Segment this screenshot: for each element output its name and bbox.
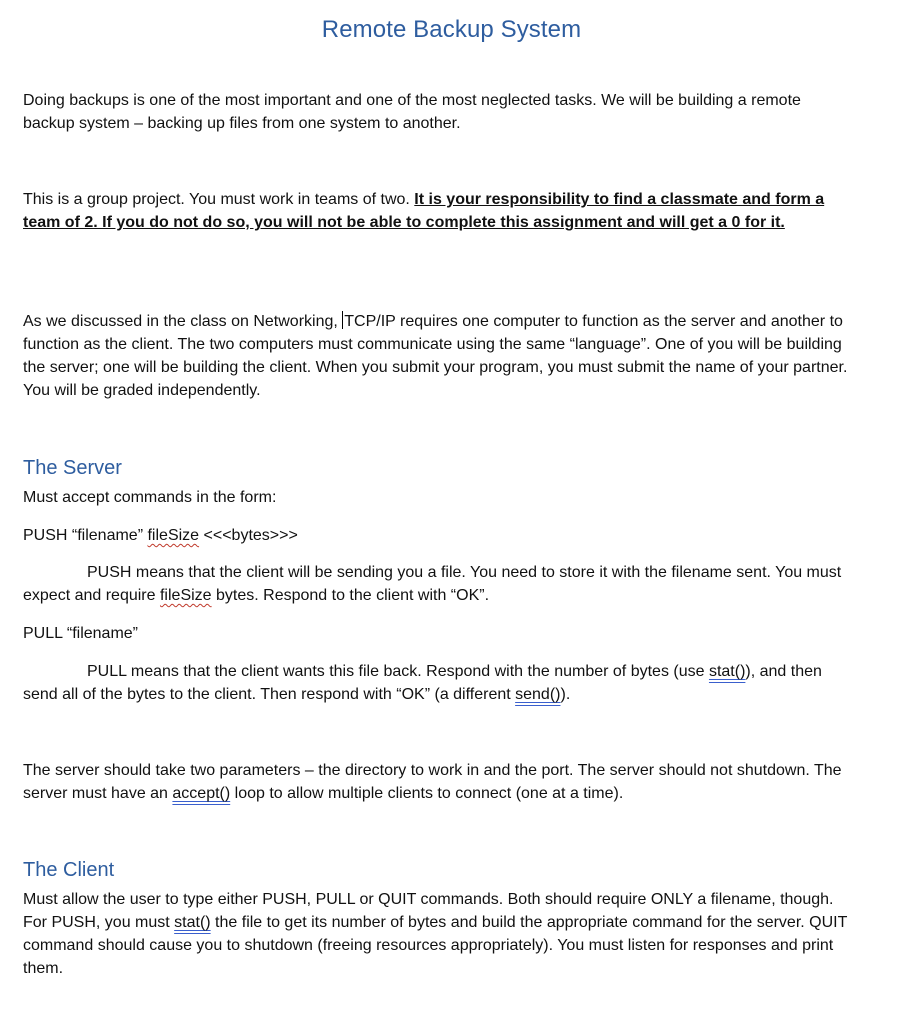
group-paragraph [23, 188, 853, 234]
client-paragraph [23, 888, 853, 980]
grammar-flag-accept[interactable]: accept() [172, 785, 231, 802]
server-params-paragraph [23, 759, 853, 805]
grammar-flag-stat[interactable]: stat() [708, 663, 746, 680]
push-command-line [23, 524, 853, 547]
server-params-b: loop to allow multiple clients to connect (one at a time). [230, 785, 624, 802]
grammar-flag-stat-2[interactable]: stat() [174, 914, 211, 931]
push-command-b: <<<bytes>>> [199, 527, 298, 544]
grammar-flag-send[interactable]: send() [515, 686, 561, 703]
pull-desc-a: PULL means that the client wants this file back. Respond with the number of bytes (use [87, 663, 709, 680]
client-heading: The Client [23, 859, 115, 881]
spelling-flag-filesize-2[interactable]: fileSize [159, 587, 212, 604]
push-desc-a: PUSH means that the client will be sending you a file. You need to store it with the filename sent. You must expect and require [23, 564, 842, 604]
group-requirement-text: It is your responsibility to find a classmate and form a team of 2. If you do not do so, you will not be able to complete this assignment and will get a 0 for it. [23, 191, 825, 231]
group-lead-text: This is a group project. You must work in teams of two. [23, 191, 415, 208]
server-accept-line [23, 486, 853, 509]
push-command-a: PUSH “filename” [23, 527, 148, 544]
spelling-flag-filesize[interactable]: fileSize [147, 527, 200, 544]
intro-text: Doing backups is one of the most important and one of the most neglected tasks. We will be building a remote backup system – backing up files from one system to another. [23, 92, 801, 132]
pull-desc-c: ). [560, 686, 571, 703]
intro-paragraph [23, 89, 853, 135]
push-description [23, 561, 853, 607]
document-title: Remote Backup System [321, 16, 582, 43]
push-desc-b: bytes. Respond to the client with “OK”. [211, 587, 490, 604]
server-heading: The Server [23, 457, 122, 479]
networking-text-b: TCP/IP requires one computer to function as the server and another to function as the client. The two computers must communicate using the same “language”. One of you will be building the server; one will be building the client. When you submit your program, you must submit the name of your partner. You will be graded independently. [23, 313, 848, 399]
server-params-a: The server should take two parameters – the directory to work in and the port. The server should not shutdown. The server must have an [23, 762, 842, 802]
pull-description [23, 660, 853, 706]
client-text-b: the file to get its number of bytes and build the appropriate command for the server. QUIT command should cause you to shutdown (freeing resources appropriately). You must listen for responses and print them. [23, 914, 848, 977]
networking-paragraph[interactable] [23, 310, 853, 402]
networking-text-a: As we discussed in the class on Networking, [23, 313, 343, 330]
server-accept-text: Must accept commands in the form: [23, 489, 277, 506]
pull-desc-b: ), and then send all of the bytes to the client. Then respond with “OK” (a different [23, 663, 822, 703]
client-text-a: Must allow the user to type either PUSH, PULL or QUIT commands. Both should require ONLY a filename, though. For PUSH, you must [23, 891, 834, 931]
pull-command-text: PULL “filename” [23, 625, 139, 642]
pull-command-line [23, 622, 853, 645]
